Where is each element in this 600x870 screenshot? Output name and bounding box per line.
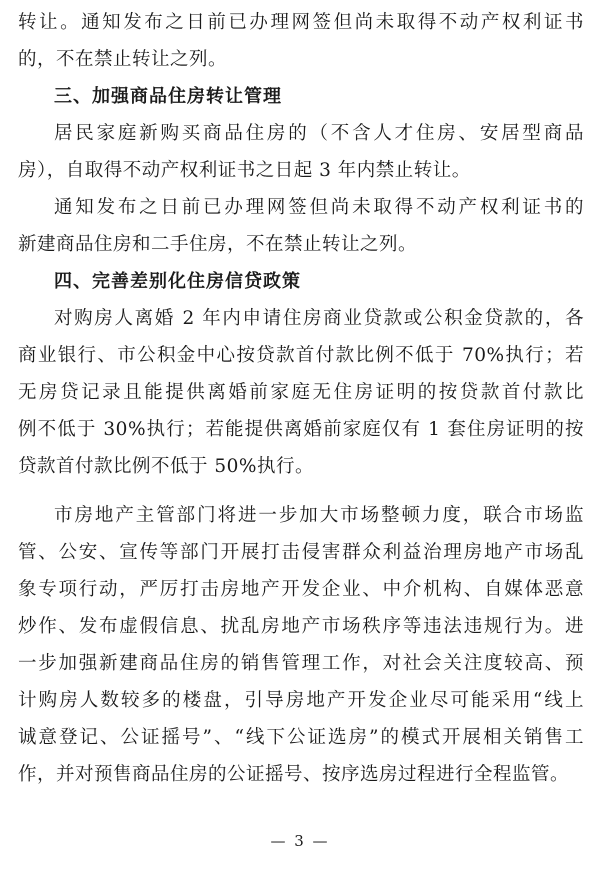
text-line: 管、公安、宣传等部门开展打击侵害群众利益治理房地产市场乱 bbox=[18, 542, 584, 563]
section-heading: 三、加强商品住房转让管理 bbox=[54, 86, 282, 107]
paragraph-gap bbox=[18, 485, 584, 497]
text-line: 计购房人数较多的楼盘，引导房地产开发企业尽可能采用“线上 bbox=[18, 690, 584, 711]
text-line: 的，不在禁止转让之列。 bbox=[18, 49, 228, 70]
text-line: 新建商品住房和二手住房，不在禁止转让之列。 bbox=[18, 234, 418, 255]
section-heading: 四、完善差别化住房信贷政策 bbox=[54, 271, 301, 292]
text-line: 房），自取得不动产权利证书之日起 3 年内禁止转让。 bbox=[18, 160, 471, 181]
text-line: 无房贷记录且能提供离婚前家庭无住房证明的按贷款首付款比 bbox=[18, 382, 584, 403]
text-line: 炒作、发布虚假信息、扰乱房地产市场秩序等违法违规行为。进 bbox=[18, 616, 584, 637]
text-line: 市房地产主管部门将进一步加大市场整顿力度，联合市场监 bbox=[54, 505, 584, 526]
paragraph bbox=[18, 497, 584, 793]
text-line: 商业银行、市公积金中心按贷款首付款比例不低于 70%执行；若 bbox=[18, 345, 584, 366]
paragraph bbox=[18, 4, 584, 78]
text-line: 贷款首付款比例不低于 50%执行。 bbox=[18, 456, 315, 477]
text-line: 象专项行动，严厉打击房地产开发企业、中介机构、自媒体恶意 bbox=[18, 579, 584, 600]
text-line: 诚意登记、公证摇号”、“线下公证选房”的模式开展相关销售工 bbox=[18, 727, 584, 748]
paragraph bbox=[18, 189, 584, 263]
document-page bbox=[18, 4, 584, 793]
text-line: 通知发布之日前已办理网签但尚未取得不动产权利证书的 bbox=[54, 197, 584, 218]
paragraph bbox=[18, 115, 584, 189]
text-line: 例不低于 30%执行；若能提供离婚前家庭仅有 1 套住房证明的按 bbox=[18, 419, 584, 440]
text-line: 作，并对预售商品住房的公证摇号、按序选房过程进行全程监管。 bbox=[18, 764, 570, 785]
page-number: — 3 — bbox=[270, 832, 330, 850]
paragraph bbox=[18, 300, 584, 485]
text-line: 转让。通知发布之日前已办理网签但尚未取得不动产权利证书 bbox=[18, 12, 584, 33]
text-line: 居民家庭新购买商品住房的（不含人才住房、安居型商品 bbox=[54, 123, 584, 144]
text-line: 一步加强新建商品住房的销售管理工作，对社会关注度较高、预 bbox=[18, 653, 584, 674]
text-line: 对购房人离婚 2 年内申请住房商业贷款或公积金贷款的，各 bbox=[54, 308, 584, 329]
